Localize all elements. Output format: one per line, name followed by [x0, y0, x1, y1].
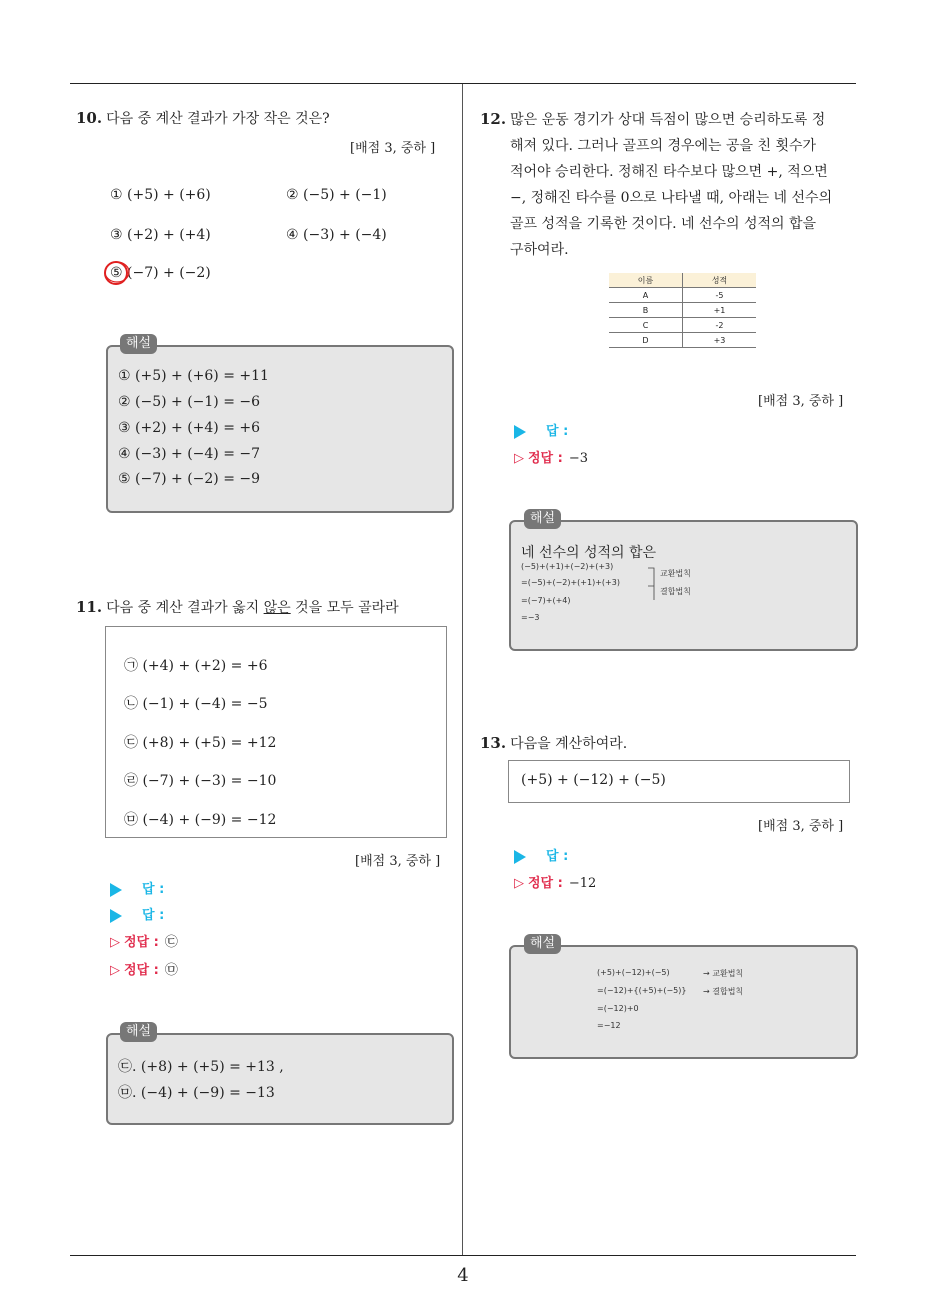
- solution-line-2: ② (−5) + (−1) = −6: [118, 394, 261, 410]
- correct-answer-row: [514, 447, 588, 466]
- solution-step-4: =−3: [521, 613, 540, 622]
- correct-label: 정답 :: [124, 935, 159, 950]
- table-header: 성적: [683, 273, 757, 288]
- solution-note-1: → 교환법칙: [703, 969, 744, 978]
- bracket-icon: [646, 566, 658, 602]
- solution-note-1: 교환법칙: [660, 569, 691, 578]
- question-12-line-3: 적어야 승리한다. 정해진 타수보다 많으면 +, 적으면: [510, 164, 828, 180]
- question-text-part: 다음 중 계산 결과가 옳지: [106, 600, 264, 616]
- answer-circle-mark-icon: [102, 259, 132, 287]
- question-number: 12.: [480, 110, 507, 128]
- solution-line-5: ⑤ (−7) + (−2) = −9: [118, 471, 261, 487]
- solution-box-13: [509, 945, 858, 1059]
- solution-tag: 해설: [120, 334, 157, 354]
- expression: (+5) + (−12) + (−5): [521, 772, 666, 788]
- bottom-rule: [70, 1255, 856, 1256]
- question-number: 10.: [76, 109, 103, 127]
- correct-value: ㉤: [164, 963, 178, 978]
- question-13-meta: [배점 3, 중하 ]: [758, 819, 844, 834]
- option-5-expression: (−7) + (−2): [127, 265, 211, 281]
- statement-2[interactable]: ㉡ (−1) + (−4) = −5: [124, 696, 268, 712]
- table-row: D +3: [609, 333, 756, 348]
- question-10-meta: [배점 3, 중하 ]: [350, 141, 436, 156]
- answer-row[interactable]: [514, 845, 568, 864]
- correct-value: −12: [568, 876, 597, 891]
- question-12-line-5: 골프 성적을 기록한 것이다. 네 선수의 성적의 합을: [510, 216, 817, 232]
- solution-step-2: =(−12)+{(+5)+(−5)}: [597, 986, 687, 995]
- outline-triangle-icon: ▷: [110, 963, 120, 978]
- solution-tag: 해설: [524, 934, 561, 954]
- correct-answer-row: [514, 872, 596, 891]
- play-icon: [110, 883, 122, 897]
- solution-step-1: (−5)+(+1)+(−2)+(+3): [521, 562, 614, 571]
- play-icon: [110, 909, 122, 923]
- solution-tag: 해설: [120, 1022, 157, 1042]
- statement-5[interactable]: ㉤ (−4) + (−9) = −12: [124, 812, 277, 828]
- answer-row[interactable]: [514, 420, 568, 439]
- solution-note-2: 결합법칙: [660, 587, 691, 596]
- option-5-marker: ⑤: [110, 265, 123, 281]
- option-4[interactable]: ④ (−3) + (−4): [286, 227, 387, 243]
- question-10-title: [76, 106, 330, 131]
- solution-note-2: → 결합법칙: [703, 987, 744, 996]
- correct-label: 정답 :: [528, 876, 563, 891]
- statement-4[interactable]: ㉣ (−7) + (−3) = −10: [124, 773, 277, 789]
- play-icon: [514, 425, 526, 439]
- correct-value: −3: [568, 451, 589, 466]
- solution-line-2: ㉤. (−4) + (−9) = −13: [118, 1085, 275, 1101]
- answer-row-2[interactable]: [110, 904, 164, 923]
- question-11-title: [76, 595, 399, 620]
- answer-label: 답 :: [546, 424, 569, 439]
- question-11-meta: [배점 3, 중하 ]: [355, 854, 441, 869]
- solution-step-3: =(−7)+(+4): [521, 596, 571, 605]
- table-row: A -5: [609, 288, 756, 303]
- outline-triangle-icon: ▷: [514, 451, 524, 466]
- statement-3[interactable]: ㉢ (+8) + (+5) = +12: [124, 735, 277, 751]
- solution-line-3: ③ (+2) + (+4) = +6: [118, 420, 261, 436]
- question-12-line-6: 구하여라.: [510, 242, 569, 258]
- column-divider: [462, 84, 463, 1256]
- question-12-line-1: 12. 많은 운동 경기가 상대 득점이 많으면 승리하도록 정: [480, 110, 826, 128]
- table-row: B +1: [609, 303, 756, 318]
- question-number: 11.: [76, 598, 103, 616]
- question-12-meta: [배점 3, 중하 ]: [758, 394, 844, 409]
- solution-line-1: ㉢. (+8) + (+5) = +13 ,: [118, 1059, 284, 1075]
- correct-value: ㉢: [164, 935, 178, 950]
- solution-line-1: ① (+5) + (+6) = +11: [118, 368, 269, 384]
- question-text: 다음 중 계산 결과가 가장 작은 것은?: [106, 111, 330, 127]
- solution-step-1: (+5)+(−12)+(−5): [597, 968, 670, 977]
- table-header: 이름: [609, 273, 683, 288]
- question-text: 다음을 계산하여라.: [510, 736, 628, 752]
- question-12-body: [480, 106, 860, 263]
- question-text-underlined: 않은: [263, 600, 291, 616]
- solution-line-4: ④ (−3) + (−4) = −7: [118, 446, 261, 462]
- play-icon: [514, 850, 526, 864]
- option-2[interactable]: ② (−5) + (−1): [286, 187, 387, 203]
- solution-step-4: =−12: [597, 1021, 621, 1030]
- correct-label: 정답 :: [124, 963, 159, 978]
- top-rule: [70, 83, 856, 84]
- question-text-part: 것을 모두 골라라: [290, 600, 399, 616]
- score-table: [609, 273, 756, 348]
- solution-step-2: =(−5)+(−2)+(+1)+(+3): [521, 578, 620, 587]
- question-13-title: [480, 731, 627, 756]
- outline-triangle-icon: ▷: [514, 876, 524, 891]
- solution-step-3: =(−12)+0: [597, 1004, 639, 1013]
- solution-box-11: [106, 1033, 454, 1125]
- correct-label: 정답 :: [528, 451, 563, 466]
- statement-1[interactable]: ㉠ (+4) + (+2) = +6: [124, 658, 268, 674]
- option-3[interactable]: ③ (+2) + (+4): [110, 227, 211, 243]
- question-12-line-4: −, 정해진 타수를 0으로 나타낼 때, 아래는 네 선수의: [510, 190, 833, 206]
- correct-answer-row-1: [110, 931, 178, 950]
- table-row: C -2: [609, 318, 756, 333]
- solution-tag: 해설: [524, 509, 561, 529]
- option-1[interactable]: ① (+5) + (+6): [110, 187, 211, 203]
- question-12-line-2: 해져 있다. 그러나 골프의 경우에는 공을 친 횟수가: [510, 138, 817, 154]
- solution-heading: 네 선수의 성적의 합은: [521, 545, 657, 561]
- correct-answer-row-2: [110, 959, 178, 978]
- answer-label: 답 :: [546, 849, 569, 864]
- question-number: 13.: [480, 734, 507, 752]
- answer-label: 답 :: [142, 882, 165, 897]
- answer-label: 답 :: [142, 908, 165, 923]
- page-number: 4: [457, 1265, 469, 1286]
- answer-row-1[interactable]: [110, 878, 164, 897]
- outline-triangle-icon: ▷: [110, 935, 120, 950]
